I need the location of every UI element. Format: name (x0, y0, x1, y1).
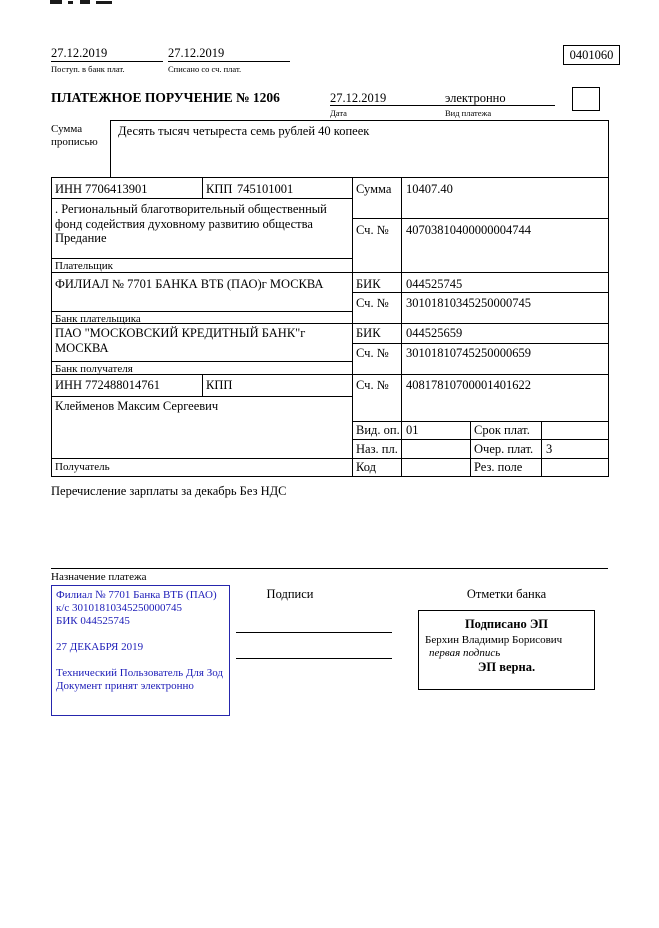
payee-account-label: Сч. № (356, 378, 389, 392)
divider (330, 105, 555, 106)
debited-date: 27.12.2019 (168, 46, 225, 60)
op-kind-value: 01 (406, 423, 419, 437)
bank-stamp-line: БИК 044525745 (56, 615, 130, 627)
payee-bank-name: ПАО "МОСКОВСКИЙ КРЕДИТНЫЙ БАНК"г МОСКВА (55, 326, 306, 355)
bank-stamp-box (51, 585, 230, 716)
reserve-label: Рез. поле (474, 460, 523, 474)
payer-account-label: Сч. № (356, 223, 389, 237)
bank-stamp-line: Документ принят электронно (56, 680, 194, 692)
payer-kpp-label: КПП (206, 182, 233, 196)
bank-stamp-line: Филиал № 7701 Банка ВТБ (ПАО) (56, 589, 217, 601)
payee-inn-value: 772488014761 (85, 378, 160, 392)
code-label: Код (356, 460, 376, 474)
amount-words-value: Десять тысяч четыреста семь рублей 40 копеек (118, 124, 370, 138)
cropped-text-artifact (50, 0, 62, 4)
signature-line (236, 632, 392, 633)
priority-value: 3 (546, 442, 553, 456)
payee-inn-label: ИНН (55, 378, 83, 392)
payee-section-label: Получатель (55, 461, 110, 473)
divider (51, 311, 353, 312)
signature-stamp-signed: Подписано ЭП (464, 617, 549, 631)
signature-line (236, 658, 392, 659)
divider (541, 421, 542, 476)
doc-date-label: Дата (330, 108, 347, 118)
divider (608, 120, 609, 477)
divider (470, 421, 471, 476)
divider (51, 568, 608, 569)
payer-bank-section-label: Банк плательщика (55, 313, 141, 325)
payee-bank-section-label: Банк получателя (55, 363, 133, 375)
cropped-text-artifact (96, 1, 112, 4)
bank-stamp-line: к/с 30101810345250000745 (56, 602, 183, 614)
divider (352, 292, 608, 293)
bank-stamp-line: Технический Пользователь Для Зод (56, 667, 224, 679)
received-date-label: Поступ. в банк плат. (51, 64, 125, 74)
signatures-label: Подписи (266, 587, 314, 601)
payer-bank-account-label: Сч. № (356, 296, 389, 310)
payer-inn-value: 7706413901 (85, 182, 148, 196)
divider (51, 258, 353, 259)
divider (51, 374, 608, 375)
divider (352, 439, 608, 440)
payer-kpp-value: 745101001 (237, 182, 294, 196)
payee-account-value: 40817810700001401622 (406, 378, 531, 392)
divider (352, 421, 608, 422)
doc-date: 27.12.2019 (330, 91, 387, 105)
status-box (572, 87, 600, 111)
form-code-box (563, 45, 620, 65)
divider (110, 120, 608, 121)
bank-stamp-line: 27 ДЕКАБРЯ 2019 (56, 641, 144, 653)
purpose-section-label: Назначение платежа (51, 571, 147, 583)
bank-stamp-line (56, 628, 225, 641)
divider (110, 120, 111, 177)
purpose-text: Перечисление зарплаты за декабрь Без НДС (51, 484, 287, 498)
bank-marks-label: Отметки банка (466, 587, 547, 601)
pay-purpose-code-label: Наз. пл. (356, 442, 398, 456)
payee-bank-account-value: 30101810745250000659 (406, 346, 531, 360)
payee-kpp-label: КПП (206, 378, 233, 392)
amount-value: 10407.40 (406, 182, 453, 196)
document-title: ПЛАТЕЖНОЕ ПОРУЧЕНИЕ № 1206 (51, 90, 280, 105)
signature-stamp-role: первая подпись (429, 647, 501, 659)
signature-stamp-name: Берхин Владимир Борисович (425, 634, 563, 646)
payee-bank-account-label: Сч. № (356, 346, 389, 360)
payment-kind: электронно (445, 91, 506, 105)
divider (401, 177, 402, 476)
payee-bank-bik-label: БИК (356, 326, 381, 340)
divider (51, 458, 608, 459)
amount-label: Сумма (356, 182, 392, 196)
divider (202, 374, 203, 396)
divider (352, 218, 608, 219)
bank-stamp-line (56, 654, 225, 667)
payer-bank-bik-label: БИК (356, 277, 381, 291)
op-kind-label: Вид. оп. (356, 423, 400, 437)
divider (51, 476, 608, 477)
divider (352, 177, 353, 476)
divider (51, 198, 353, 199)
debited-date-label: Списано со сч. плат. (168, 64, 242, 74)
divider (51, 177, 608, 178)
divider (168, 61, 290, 62)
priority-label: Очер. плат. (474, 442, 534, 456)
divider (352, 343, 608, 344)
signature-stamp-box (418, 610, 595, 690)
divider (51, 61, 163, 62)
divider (51, 396, 353, 397)
due-date-label: Срок плат. (474, 423, 530, 437)
cropped-text-artifact (68, 1, 73, 4)
amount-words-label: Сумма прописью (51, 123, 98, 148)
payer-account-value: 40703810400000004744 (406, 223, 531, 237)
payer-bank-account-value: 30101810345250000745 (406, 296, 531, 310)
payee-name: Клейменов Максим Сергеевич (55, 399, 219, 413)
divider (51, 272, 608, 273)
divider (51, 361, 353, 362)
received-date: 27.12.2019 (51, 46, 108, 60)
divider (51, 177, 52, 477)
payer-section-label: Плательщик (55, 260, 113, 272)
payment-kind-label: Вид платежа (445, 108, 492, 118)
payer-name: . Региональный благотворительный общественный фонд содействия духовному развитию общества Предание (55, 202, 327, 245)
payer-bank-bik-value: 044525745 (406, 277, 463, 291)
cropped-text-artifact (80, 0, 90, 4)
payer-inn-label: ИНН (55, 182, 83, 196)
divider (202, 177, 203, 198)
payee-bank-bik-value: 044525659 (406, 326, 463, 340)
signature-stamp-valid: ЭП верна. (477, 660, 536, 674)
payer-bank-name: ФИЛИАЛ № 7701 БАНКА ВТБ (ПАО)г МОСКВА (55, 277, 324, 291)
form-code: 0401060 (569, 48, 614, 62)
